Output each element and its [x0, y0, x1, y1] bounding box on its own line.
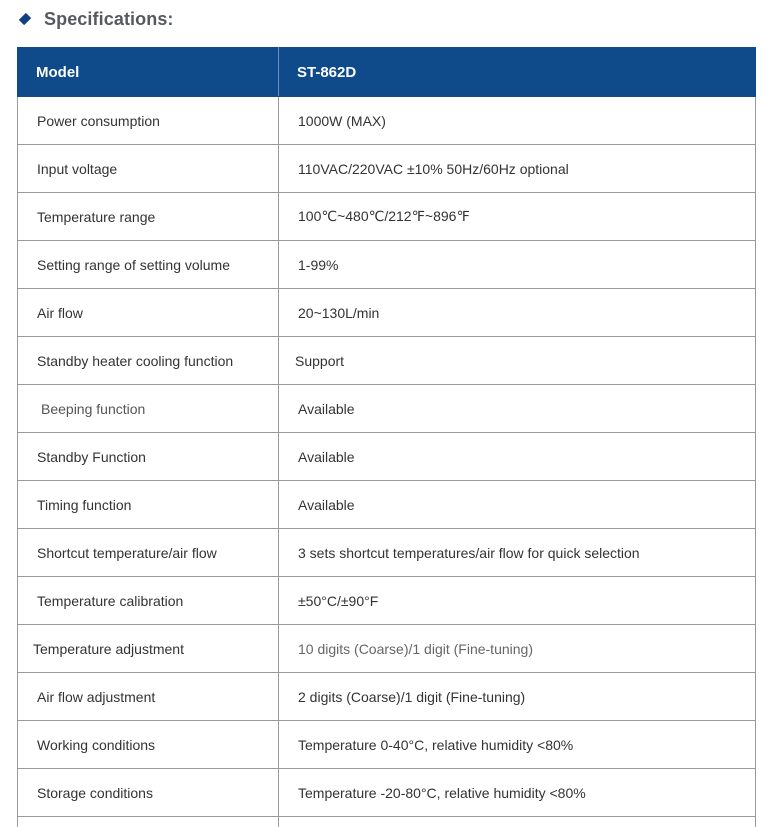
spec-param: Storage conditions — [18, 769, 279, 817]
spec-param: Standby heater cooling function — [18, 337, 279, 385]
spec-value: 110VAC/220VAC ±10% 50Hz/60Hz optional — [279, 145, 756, 193]
table-row — [18, 433, 756, 481]
spec-value-cut-off — [279, 817, 756, 827]
spec-param: Input voltage — [18, 145, 279, 193]
spec-value: 10 digits (Coarse)/1 digit (Fine-tuning) — [279, 625, 756, 673]
spec-param: Working conditions — [18, 721, 279, 769]
section-heading — [18, 7, 174, 31]
table-row — [18, 625, 756, 673]
table-row — [18, 97, 756, 145]
spec-value: Support — [279, 337, 756, 385]
table-row — [18, 529, 756, 577]
spec-param: Temperature adjustment — [18, 625, 279, 673]
table-row — [18, 193, 756, 241]
table-row — [18, 769, 756, 817]
spec-param: Air flow adjustment — [18, 673, 279, 721]
spec-param: Beeping function — [18, 385, 279, 433]
table-row — [18, 577, 756, 625]
table-row — [18, 673, 756, 721]
spec-value: 3 sets shortcut temperatures/air flow for quick selection — [279, 529, 756, 577]
table-row — [18, 337, 756, 385]
spec-value: 100℃~480℃/212℉~896℉ — [279, 193, 756, 241]
spec-param: Temperature range — [18, 193, 279, 241]
spec-param: Timing function — [18, 481, 279, 529]
spec-param: Shortcut temperature/air flow — [18, 529, 279, 577]
table-row — [18, 481, 756, 529]
spec-param: Power consumption — [18, 97, 279, 145]
spec-param: Air flow — [18, 289, 279, 337]
table-row — [18, 721, 756, 769]
spec-value: Available — [279, 481, 756, 529]
spec-value: Available — [279, 433, 756, 481]
spec-value: Temperature -20-80°C, relative humidity <80% — [279, 769, 756, 817]
specifications-table — [17, 47, 756, 827]
table-row — [18, 385, 756, 433]
diamond-bullet-icon — [19, 13, 31, 25]
spec-param: Temperature calibration — [18, 577, 279, 625]
spec-param: Setting range of setting volume — [18, 241, 279, 289]
header-model-number: ST-862D — [279, 48, 756, 97]
spec-value: 1-99% — [279, 241, 756, 289]
spec-param: Standby Function — [18, 433, 279, 481]
table-header-row — [18, 48, 756, 97]
spec-value: ±50°C/±90°F — [279, 577, 756, 625]
spec-value: 2 digits (Coarse)/1 digit (Fine-tuning) — [279, 673, 756, 721]
table-row — [18, 289, 756, 337]
header-model: Model — [18, 48, 279, 97]
table-row-partial — [18, 817, 756, 827]
spec-value: 20~130L/min — [279, 289, 756, 337]
table-row — [18, 145, 756, 193]
spec-value: Temperature 0-40°C, relative humidity <80% — [279, 721, 756, 769]
spec-param-cut-off — [18, 817, 279, 827]
table-row — [18, 241, 756, 289]
spec-value: 1000W (MAX) — [279, 97, 756, 145]
spec-value: Available — [279, 385, 756, 433]
section-title: Specifications: — [44, 8, 174, 29]
